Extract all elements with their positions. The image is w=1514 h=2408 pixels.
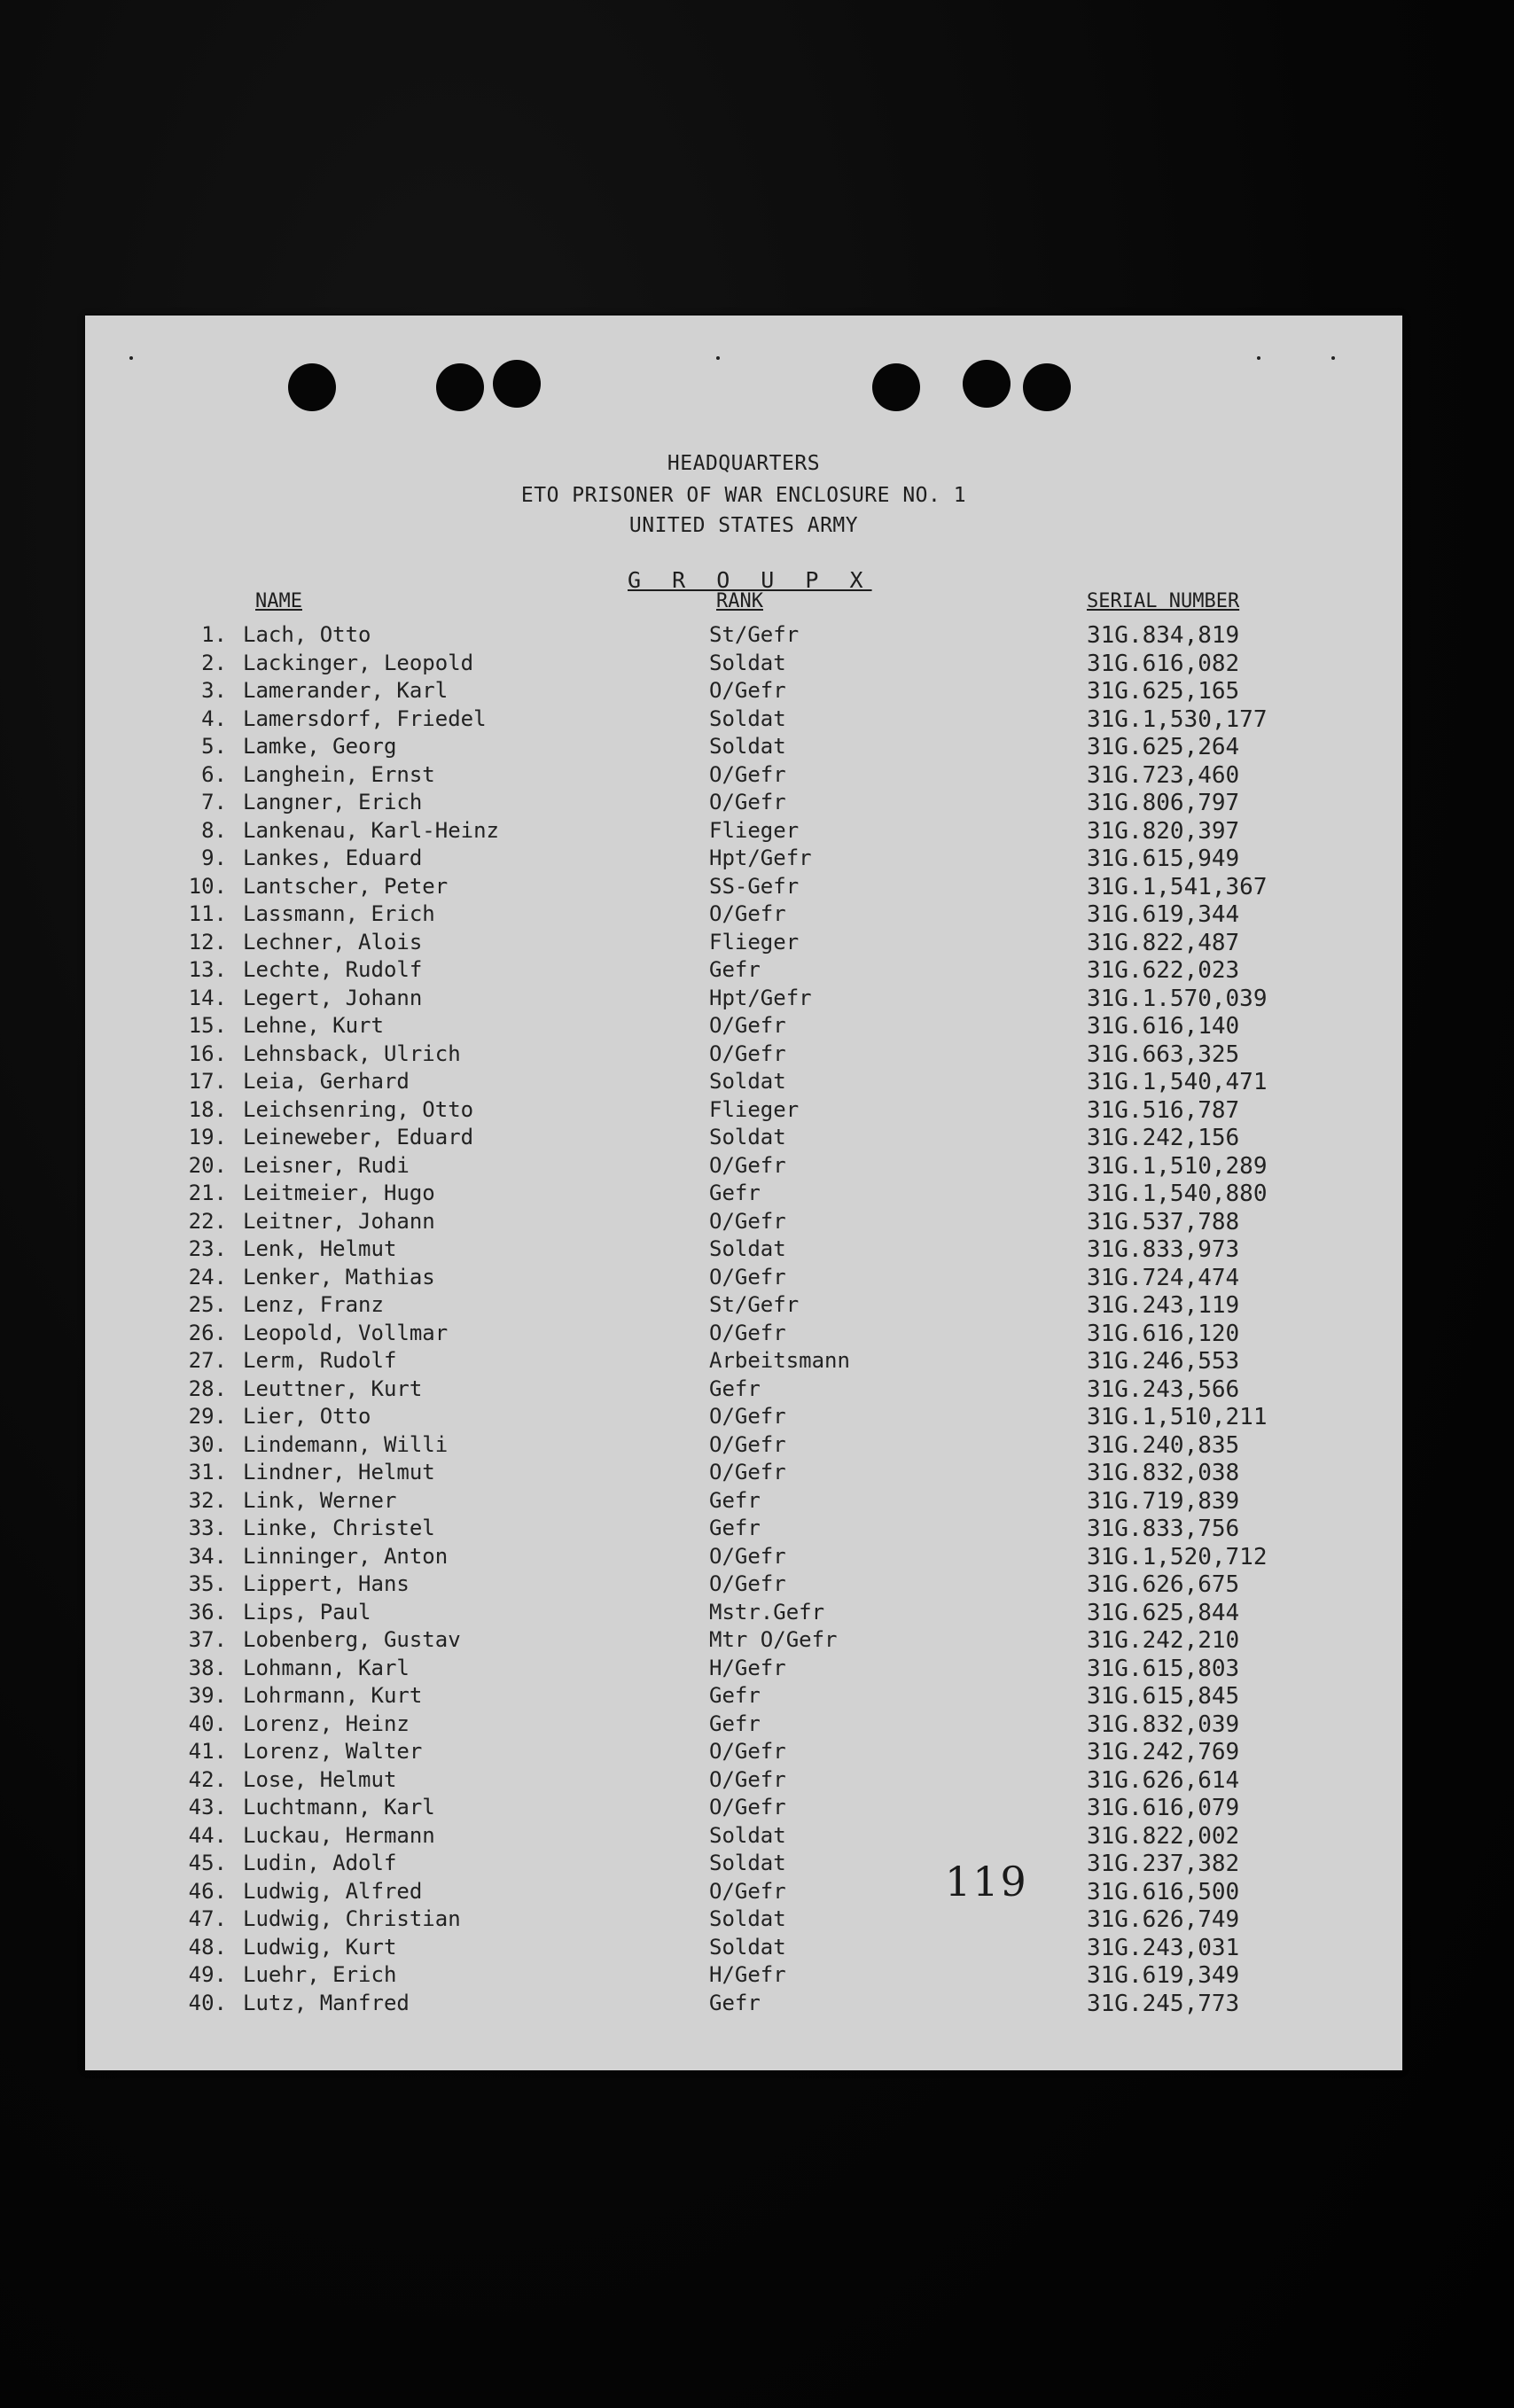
row-number: 16. — [188, 1040, 227, 1066]
table-row — [85, 1265, 1402, 1293]
prisoner-rank: O/Gefr — [709, 761, 786, 787]
row-number: 31. — [188, 1460, 227, 1485]
table-row — [85, 1656, 1402, 1684]
row-number: 47. — [188, 1906, 227, 1931]
prisoner-name: Langhein, Ernst — [243, 761, 435, 787]
prisoner-name: Lerm, Rudolf — [243, 1348, 397, 1373]
serial-number: 31G.616,500 — [1087, 1878, 1240, 1905]
row-number: 14. — [188, 985, 227, 1010]
serial-number: 31G.822,487 — [1087, 929, 1240, 956]
row-number: 45. — [188, 1851, 227, 1875]
prisoner-name: Lechte, Rudolf — [243, 957, 423, 982]
row-number: 19. — [188, 1125, 227, 1149]
table-row — [85, 706, 1402, 735]
row-number: 3. — [201, 678, 227, 703]
row-number: 35. — [188, 1571, 227, 1596]
row-number: 41. — [188, 1739, 227, 1764]
row-number: 10. — [188, 873, 227, 899]
table-row — [85, 1739, 1402, 1767]
prisoner-name: Lenz, Franz — [243, 1292, 384, 1317]
row-number: 5. — [201, 734, 227, 759]
prisoner-rank: O/Gefr — [709, 1152, 786, 1178]
speck — [1331, 356, 1335, 360]
prisoner-name: Lackinger, Leopold — [243, 650, 474, 675]
prisoner-name: Lobenberg, Gustav — [243, 1627, 461, 1652]
table-row — [85, 1209, 1402, 1237]
table-row — [85, 1516, 1402, 1544]
prisoner-name: Linninger, Anton — [243, 1543, 449, 1569]
serial-number: 31G.719,839 — [1087, 1487, 1240, 1515]
prisoner-name: Lach, Otto — [243, 622, 371, 647]
prisoner-rank: O/Gefr — [709, 1878, 786, 1904]
table-row — [85, 874, 1402, 902]
serial-number: 31G.625,844 — [1087, 1599, 1240, 1626]
table-row — [85, 1823, 1402, 1851]
column-header-rank: RANK — [716, 590, 763, 612]
row-number: 38. — [188, 1655, 227, 1680]
prisoner-rank: O/Gefr — [709, 1320, 786, 1345]
punch-hole — [288, 363, 336, 411]
serial-number: 31G.619,349 — [1087, 1962, 1240, 1989]
punch-hole — [872, 363, 920, 411]
prisoner-name: Leitner, Johann — [243, 1208, 435, 1234]
row-number: 24. — [188, 1264, 227, 1290]
row-number: 30. — [188, 1431, 227, 1457]
row-number: 6. — [201, 761, 227, 787]
punch-hole — [1023, 363, 1071, 411]
prisoner-rank: SS-Gefr — [709, 873, 800, 899]
serial-number: 31G.242,156 — [1087, 1125, 1240, 1151]
prisoner-rank: Soldat — [709, 1125, 786, 1149]
speck — [129, 356, 133, 360]
table-row — [85, 1013, 1402, 1041]
row-number: 13. — [188, 957, 227, 982]
prisoner-name: Langner, Erich — [243, 790, 423, 814]
serial-number: 31G.832,038 — [1087, 1460, 1240, 1486]
prisoner-rank: O/Gefr — [709, 1264, 786, 1290]
prisoner-rank: Mtr O/Gefr — [709, 1627, 838, 1652]
table-row — [85, 1627, 1402, 1656]
serial-number: 31G.243,119 — [1087, 1292, 1240, 1319]
serial-number: 31G.625,165 — [1087, 678, 1240, 705]
table-row — [85, 622, 1402, 651]
serial-number: 31G.820,397 — [1087, 817, 1240, 845]
prisoner-rank: Soldat — [709, 1822, 786, 1848]
page-number: 119 — [945, 1858, 1028, 1905]
column-header-serial: SERIAL NUMBER — [1087, 590, 1240, 612]
prisoner-name: Lorenz, Heinz — [243, 1711, 410, 1736]
prisoner-rank: O/Gefr — [709, 1013, 786, 1038]
prisoner-rank: Hpt/Gefr — [709, 846, 812, 870]
serial-number: 31G.615,845 — [1087, 1683, 1240, 1710]
serial-number: 31G.245,773 — [1087, 1990, 1240, 2017]
prisoner-rank: H/Gefr — [709, 1655, 786, 1680]
serial-number: 31G.516,787 — [1087, 1096, 1240, 1124]
serial-number: 31G.1,541,367 — [1087, 873, 1268, 900]
table-row — [85, 1795, 1402, 1823]
serial-number: 31G.1,540,471 — [1087, 1069, 1268, 1095]
table-row — [85, 1767, 1402, 1796]
table-row — [85, 1153, 1402, 1181]
serial-number: 31G.724,474 — [1087, 1264, 1240, 1291]
serial-number: 31G.615,803 — [1087, 1655, 1240, 1682]
prisoner-name: Lankes, Eduard — [243, 846, 423, 870]
row-number: 27. — [188, 1348, 227, 1373]
prisoner-name: Lohmann, Karl — [243, 1655, 410, 1680]
table-row — [85, 1544, 1402, 1572]
punch-hole — [436, 363, 484, 411]
prisoner-name: Leitmeier, Hugo — [243, 1181, 435, 1205]
prisoner-rank: Flieger — [709, 1096, 800, 1122]
row-number: 21. — [188, 1181, 227, 1205]
serial-number: 31G.243,031 — [1087, 1934, 1240, 1961]
row-number: 15. — [188, 1013, 227, 1038]
serial-number: 31G.240,835 — [1087, 1431, 1240, 1459]
table-row — [85, 1879, 1402, 1907]
prisoner-name: Lechner, Alois — [243, 929, 423, 955]
punch-hole — [493, 360, 541, 408]
prisoner-name: Leuttner, Kurt — [243, 1375, 423, 1401]
table-row — [85, 1432, 1402, 1461]
serial-number: 31G.723,460 — [1087, 761, 1240, 789]
table-row — [85, 1488, 1402, 1516]
serial-number: 31G.237,382 — [1087, 1851, 1240, 1877]
prisoner-name: Link, Werner — [243, 1487, 397, 1513]
serial-number: 31G.243,566 — [1087, 1375, 1240, 1403]
prisoner-name: Luchtmann, Karl — [243, 1795, 435, 1820]
table-row — [85, 1097, 1402, 1126]
header-line-1: HEADQUARTERS — [667, 452, 821, 475]
prisoner-name: Ludwig, Christian — [243, 1906, 461, 1931]
row-number: 4. — [201, 705, 227, 731]
prisoner-name: Lantscher, Peter — [243, 873, 449, 899]
table-row — [85, 1851, 1402, 1879]
group-title: G R O U P X — [628, 567, 872, 593]
prisoner-rank: St/Gefr — [709, 1292, 800, 1317]
prisoner-name: Ludin, Adolf — [243, 1851, 397, 1875]
serial-number: 31G.834,819 — [1087, 622, 1240, 649]
prisoner-rank: O/Gefr — [709, 1460, 786, 1485]
prisoner-rank: Flieger — [709, 929, 800, 955]
prisoner-rank: O/Gefr — [709, 1404, 786, 1429]
serial-number: 31G.1,510,211 — [1087, 1404, 1268, 1430]
row-number: 28. — [188, 1375, 227, 1401]
prisoner-rank: Gefr — [709, 1683, 761, 1708]
row-number: 20. — [188, 1152, 227, 1178]
prisoner-name: Leichsenring, Otto — [243, 1096, 474, 1122]
row-number: 36. — [188, 1599, 227, 1625]
table-row — [85, 1041, 1402, 1070]
table-row — [85, 1600, 1402, 1628]
table-row — [85, 734, 1402, 762]
prisoner-rank: O/Gefr — [709, 1739, 786, 1764]
row-number: 23. — [188, 1236, 227, 1261]
prisoner-name: Lindner, Helmut — [243, 1460, 435, 1485]
table-row — [85, 651, 1402, 679]
header-line-2: ETO PRISONER OF WAR ENCLOSURE NO. 1 — [520, 484, 967, 507]
serial-number: 31G.622,023 — [1087, 957, 1240, 984]
prisoner-name: Linke, Christel — [243, 1516, 435, 1540]
prisoner-rank: Soldat — [709, 734, 786, 759]
prisoner-rank: O/Gefr — [709, 1766, 786, 1792]
serial-number: 31G.626,614 — [1087, 1766, 1240, 1794]
table-row — [85, 1181, 1402, 1209]
serial-number: 31G.537,788 — [1087, 1208, 1240, 1235]
row-number: 12. — [188, 929, 227, 955]
table-row — [85, 1236, 1402, 1265]
table-row — [85, 846, 1402, 874]
prisoner-name: Lehnsback, Ulrich — [243, 1040, 461, 1066]
row-number: 25. — [188, 1292, 227, 1317]
prisoner-rank: Arbeitsmann — [709, 1348, 850, 1373]
table-row — [85, 986, 1402, 1014]
prisoner-name: Lose, Helmut — [243, 1766, 397, 1792]
table-row — [85, 1321, 1402, 1349]
row-number: 26. — [188, 1320, 227, 1345]
serial-number: 31G.1,510,289 — [1087, 1152, 1268, 1180]
row-number: 17. — [188, 1069, 227, 1094]
row-number: 22. — [188, 1208, 227, 1234]
table-row — [85, 1125, 1402, 1153]
row-number: 37. — [188, 1627, 227, 1652]
prisoner-name: Lorenz, Walter — [243, 1739, 423, 1764]
prisoner-name: Lankenau, Karl-Heinz — [243, 817, 499, 843]
row-number: 48. — [188, 1934, 227, 1960]
serial-number: 31G.626,675 — [1087, 1571, 1240, 1598]
prisoner-name: Leia, Gerhard — [243, 1069, 410, 1094]
speck — [716, 356, 720, 360]
table-row — [85, 1711, 1402, 1740]
prisoner-rank: O/Gefr — [709, 1543, 786, 1569]
prisoner-rank: Mstr.Gefr — [709, 1599, 825, 1625]
prisoner-name: Lippert, Hans — [243, 1571, 410, 1596]
table-row — [85, 1069, 1402, 1097]
prisoner-rank: Soldat — [709, 1069, 786, 1094]
serial-number: 31G.663,325 — [1087, 1040, 1240, 1068]
row-number: 39. — [188, 1683, 227, 1708]
table-row — [85, 818, 1402, 846]
row-number: 42. — [188, 1766, 227, 1792]
prisoner-name: Ludwig, Alfred — [243, 1878, 423, 1904]
table-row — [85, 1404, 1402, 1432]
prisoner-rank: O/Gefr — [709, 1795, 786, 1820]
row-number: 2. — [201, 650, 227, 675]
row-number: 18. — [188, 1096, 227, 1122]
table-row — [85, 1376, 1402, 1405]
prisoner-name: Lamersdorf, Friedel — [243, 705, 487, 731]
row-number: 7. — [201, 790, 227, 814]
prisoner-rank: Gefr — [709, 1375, 761, 1401]
prisoner-rank: Soldat — [709, 1236, 786, 1261]
table-row — [85, 1460, 1402, 1488]
prisoner-rank: Gefr — [709, 1181, 761, 1205]
prisoner-name: Lenk, Helmut — [243, 1236, 397, 1261]
prisoner-rank: Gefr — [709, 1990, 761, 2015]
row-number: 40. — [188, 1711, 227, 1736]
serial-number: 31G.1,540,880 — [1087, 1181, 1268, 1207]
prisoner-rank: Soldat — [709, 650, 786, 675]
prisoner-name: Lohrmann, Kurt — [243, 1683, 423, 1708]
punch-hole — [963, 360, 1011, 408]
row-number: 9. — [201, 846, 227, 870]
table-row — [85, 901, 1402, 930]
prisoner-name: Lindemann, Willi — [243, 1431, 449, 1457]
prisoner-rank: Gefr — [709, 1487, 761, 1513]
prisoner-name: Lassmann, Erich — [243, 901, 435, 926]
serial-number: 31G.1,520,712 — [1087, 1543, 1268, 1570]
prisoner-rank: O/Gefr — [709, 1431, 786, 1457]
table-row — [85, 678, 1402, 706]
serial-number: 31G.242,769 — [1087, 1739, 1240, 1765]
prisoner-rank: Soldat — [709, 705, 786, 731]
prisoner-rank: O/Gefr — [709, 1208, 786, 1234]
prisoner-name: Leisner, Rudi — [243, 1152, 410, 1178]
serial-number: 31G.619,344 — [1087, 901, 1240, 928]
prisoner-name: Lier, Otto — [243, 1404, 371, 1429]
serial-number: 31G.615,949 — [1087, 846, 1240, 872]
prisoner-rank: St/Gefr — [709, 622, 800, 647]
prisoner-name: Luckau, Hermann — [243, 1822, 435, 1848]
row-number: 34. — [188, 1543, 227, 1569]
prisoner-name: Lamerander, Karl — [243, 678, 449, 703]
serial-number: 31G.832,039 — [1087, 1711, 1240, 1738]
table-row — [85, 1571, 1402, 1600]
table-row — [85, 1935, 1402, 1963]
table-row — [85, 1991, 1402, 2019]
serial-number: 31G.833,756 — [1087, 1516, 1240, 1542]
serial-number: 31G.616,082 — [1087, 650, 1240, 677]
prisoner-name: Leopold, Vollmar — [243, 1320, 449, 1345]
prisoner-name: Lips, Paul — [243, 1599, 371, 1625]
serial-number: 31G.616,079 — [1087, 1795, 1240, 1821]
serial-number: 31G.625,264 — [1087, 734, 1240, 760]
serial-number: 31G.1.570,039 — [1087, 985, 1268, 1012]
serial-number: 31G.626,749 — [1087, 1906, 1240, 1933]
prisoner-rank: Soldat — [709, 1934, 786, 1960]
prisoner-name: Lehne, Kurt — [243, 1013, 384, 1038]
table-row — [85, 1348, 1402, 1376]
prisoner-rank: Flieger — [709, 817, 800, 843]
prisoner-rank: O/Gefr — [709, 1040, 786, 1066]
prisoner-rank: O/Gefr — [709, 678, 786, 703]
table-row — [85, 762, 1402, 791]
serial-number: 31G.246,553 — [1087, 1348, 1240, 1375]
serial-number: 31G.806,797 — [1087, 790, 1240, 816]
prisoner-rank: Gefr — [709, 1711, 761, 1736]
serial-number: 31G.616,140 — [1087, 1013, 1240, 1040]
document-page — [85, 316, 1402, 2070]
header-line-3: UNITED STATES ARMY — [628, 514, 859, 537]
prisoner-rank: Gefr — [709, 957, 761, 982]
table-row — [85, 1683, 1402, 1711]
table-row — [85, 790, 1402, 818]
prisoner-rank: H/Gefr — [709, 1962, 786, 1987]
table-row — [85, 1962, 1402, 1991]
prisoner-name: Legert, Johann — [243, 985, 423, 1010]
row-number: 46. — [188, 1878, 227, 1904]
row-number: 33. — [188, 1516, 227, 1540]
row-number: 40. — [188, 1990, 227, 2015]
prisoner-name: Lenker, Mathias — [243, 1264, 435, 1290]
row-number: 1. — [201, 622, 227, 647]
prisoner-rank: O/Gefr — [709, 1571, 786, 1596]
row-number: 49. — [188, 1962, 227, 1987]
prisoner-name: Lutz, Manfred — [243, 1990, 410, 2015]
prisoner-rank: Soldat — [709, 1906, 786, 1931]
serial-number: 31G.242,210 — [1087, 1627, 1240, 1654]
column-header-name: NAME — [255, 590, 302, 612]
row-number: 43. — [188, 1795, 227, 1820]
serial-number: 31G.616,120 — [1087, 1320, 1240, 1347]
row-number: 11. — [188, 901, 227, 926]
prisoner-rank: Gefr — [709, 1516, 761, 1540]
table-row — [85, 957, 1402, 986]
prisoner-name: Ludwig, Kurt — [243, 1934, 397, 1960]
serial-number: 31G.822,002 — [1087, 1822, 1240, 1850]
prisoner-name: Leineweber, Eduard — [243, 1125, 474, 1149]
serial-number: 31G.833,973 — [1087, 1236, 1240, 1263]
prisoner-name: Luehr, Erich — [243, 1962, 397, 1987]
row-number: 44. — [188, 1822, 227, 1848]
table-row — [85, 930, 1402, 958]
prisoner-rank: O/Gefr — [709, 901, 786, 926]
serial-number: 31G.1,530,177 — [1087, 705, 1268, 733]
prisoner-rank: Hpt/Gefr — [709, 985, 812, 1010]
table-row — [85, 1292, 1402, 1321]
prisoner-name: Lamke, Georg — [243, 734, 397, 759]
row-number: 29. — [188, 1404, 227, 1429]
prisoner-rank: O/Gefr — [709, 790, 786, 814]
row-number: 8. — [201, 817, 227, 843]
table-row — [85, 1906, 1402, 1935]
prisoner-rank: Soldat — [709, 1851, 786, 1875]
speck — [1257, 356, 1260, 360]
row-number: 32. — [188, 1487, 227, 1513]
